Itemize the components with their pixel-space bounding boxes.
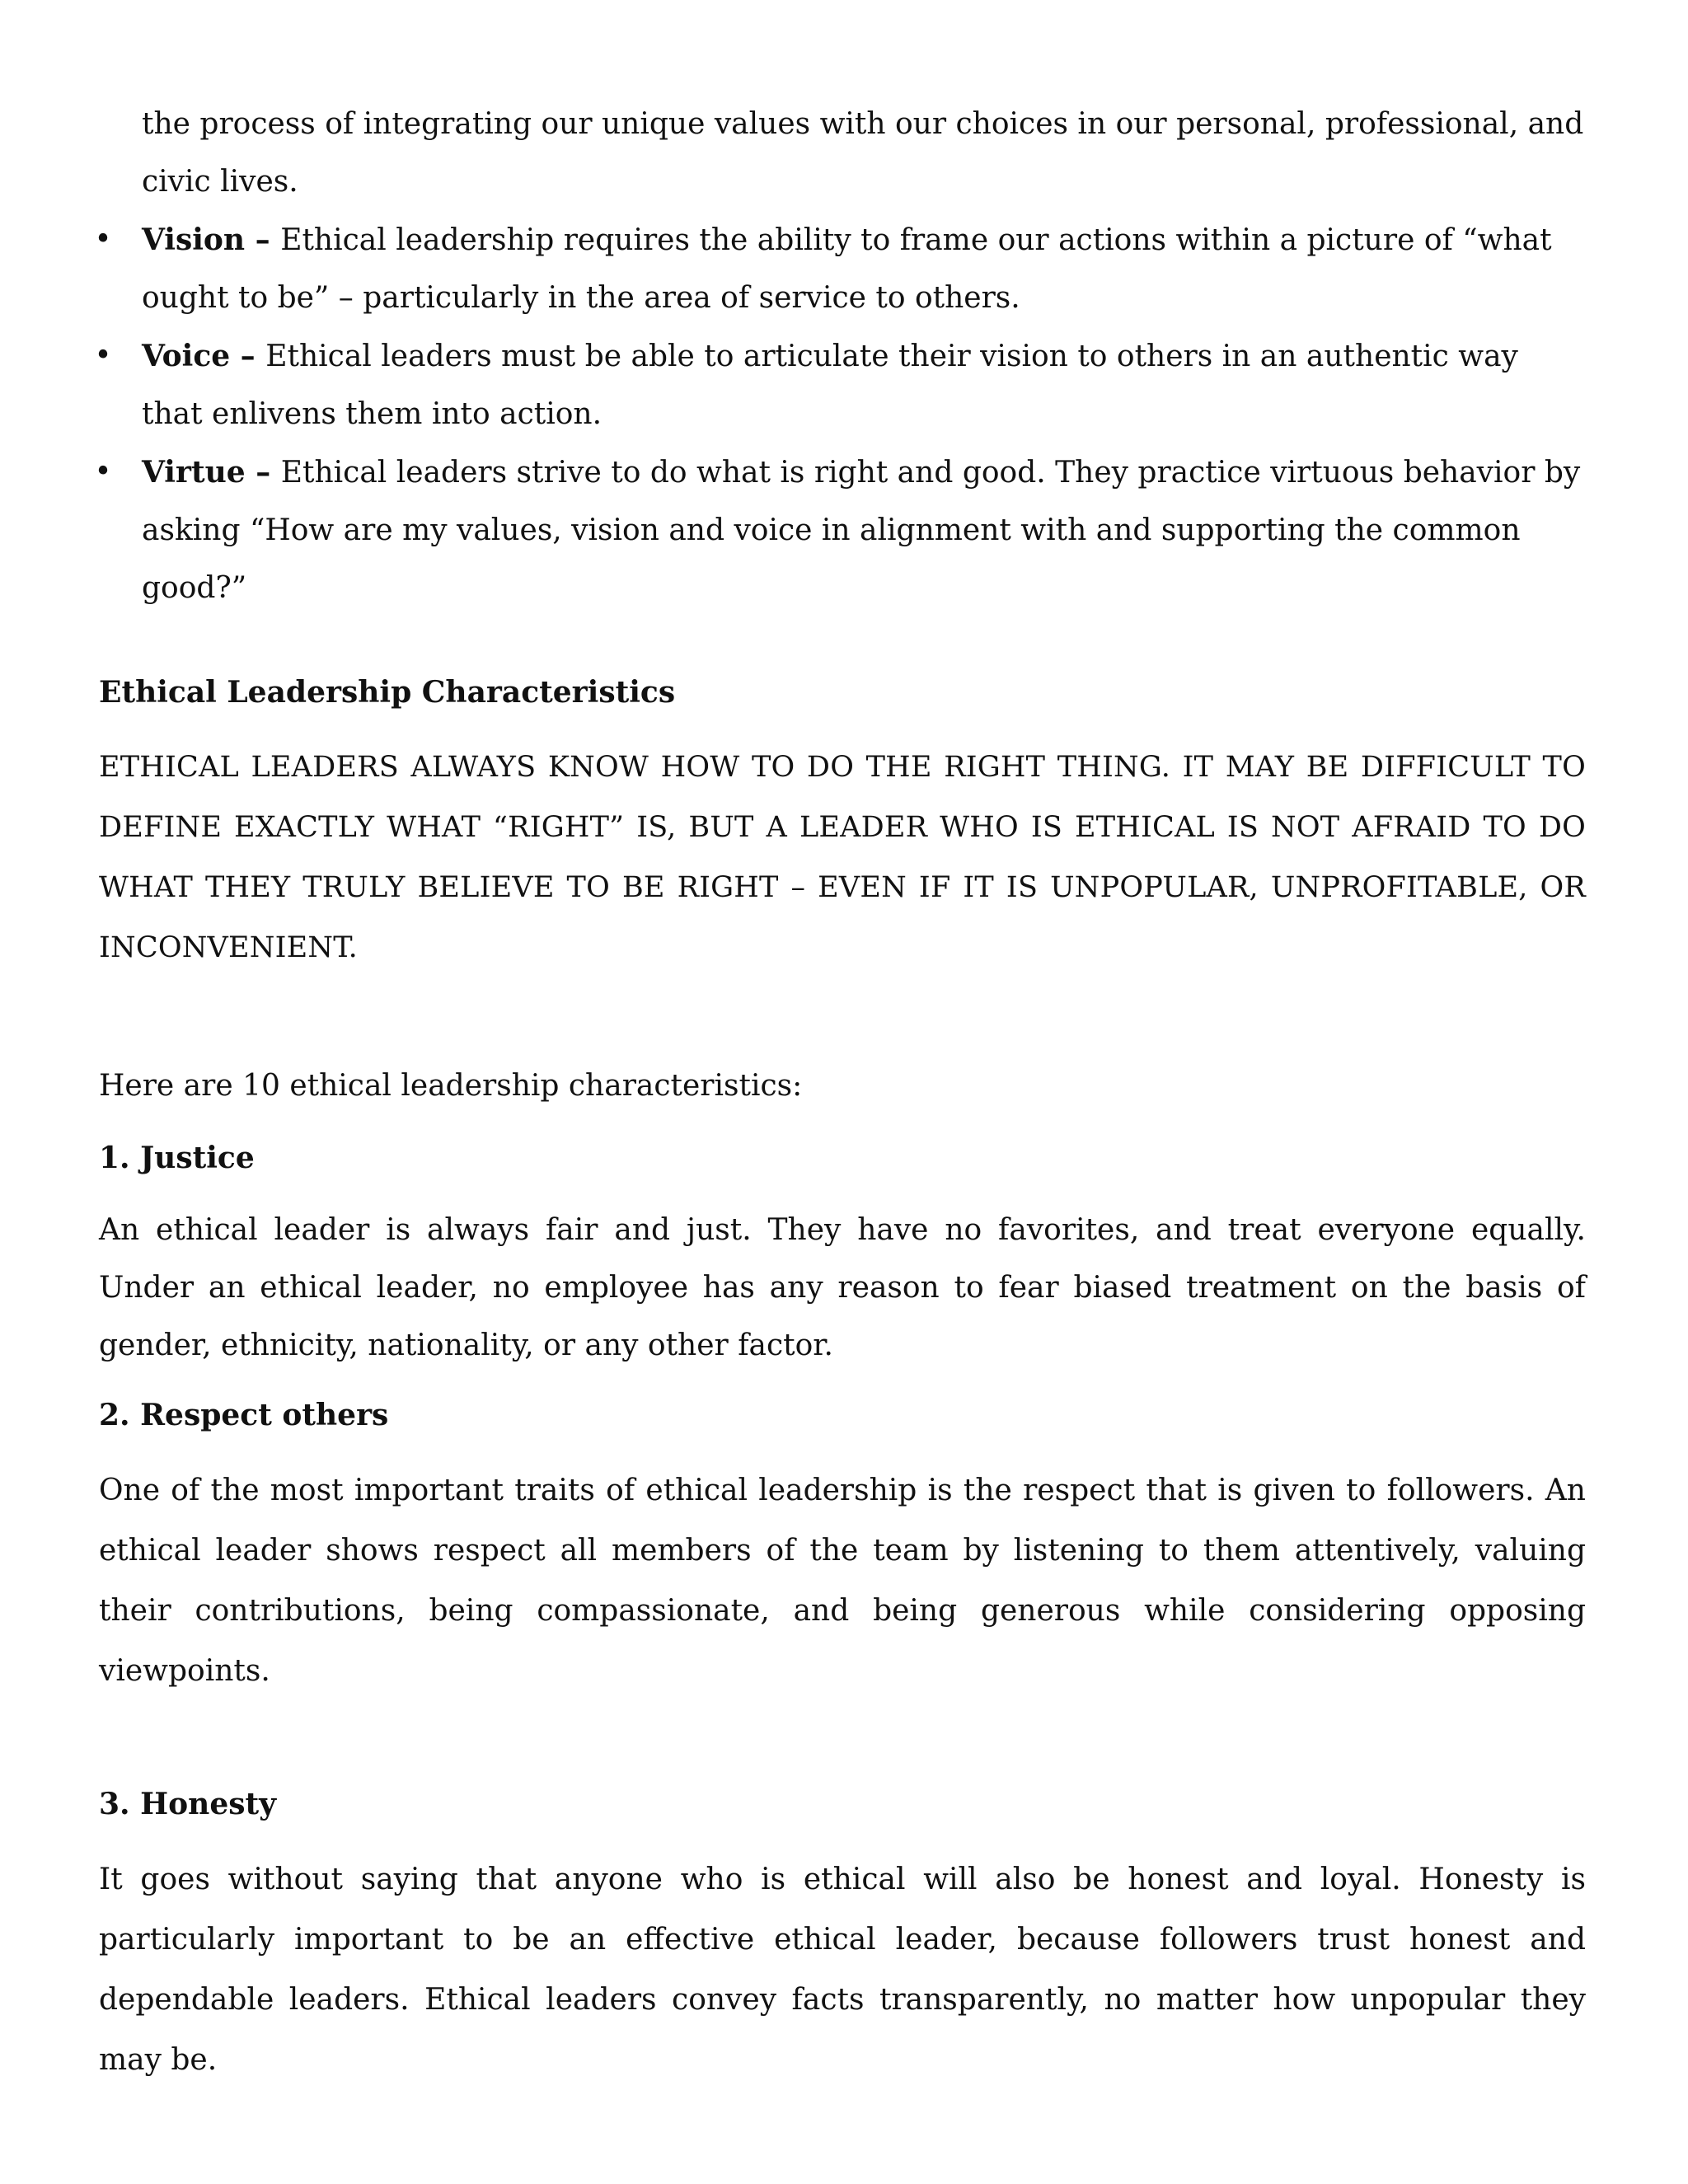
document-page bbox=[94, 96, 1586, 2090]
bullet-item-virtue bbox=[94, 443, 1586, 617]
bullet-separator: – bbox=[245, 223, 281, 257]
intro-continuation: the process of integrating our unique values with our choices in our personal, professional, and civic lives. bbox=[142, 107, 1584, 199]
item-heading-honesty: 3. Honesty bbox=[99, 1787, 277, 1821]
bullet-term: Voice bbox=[142, 339, 231, 373]
bullet-icon: • bbox=[94, 223, 112, 256]
bullet-icon: • bbox=[94, 455, 112, 489]
list-intro: Here are 10 ethical leadership characteristics: bbox=[99, 1069, 803, 1103]
bullet-icon: • bbox=[94, 339, 112, 373]
bullet-text: Ethical leadership requires the ability to frame our actions within a picture of “what ought to be” – particularly in the area of service to others. bbox=[142, 223, 1552, 315]
bullet-term: Virtue bbox=[142, 455, 246, 490]
value-bullet-list bbox=[94, 211, 1586, 617]
item-heading-respect-others: 2. Respect others bbox=[99, 1398, 389, 1432]
item-body-respect-others: One of the most important traits of ethical leadership is the respect that is given to followers. An ethical leader shows respect all members of the team by listening to them attentively, valuing their contributions, being compassionate, and being generous while considering opposing viewpoints. bbox=[99, 1474, 1586, 1688]
section-title: Ethical Leadership Characteristics bbox=[99, 675, 676, 710]
bullet-term: Vision bbox=[142, 223, 246, 257]
bullet-text: Ethical leaders must be able to articulate their vision to others in an authentic way that enlivens them into action. bbox=[142, 340, 1518, 431]
bullet-separator: – bbox=[230, 339, 266, 373]
bullet-item-vision bbox=[94, 211, 1586, 327]
item-body-honesty: It goes without saying that anyone who is ethical will also be honest and loyal. Honesty is particularly important to be an effective ethical leader, because followers trust honest and dependable leaders. Ethical leaders convey facts transparently, no matter how unpopular they may be. bbox=[99, 1863, 1586, 2077]
bullet-separator: – bbox=[245, 455, 281, 490]
item-body-justice: An ethical leader is always fair and just. They have no favorites, and treat everyone equally. Under an ethical leader, no employee has any reason to fear biased treatment on the basis of gender, ethnicity, nationality, or any other factor. bbox=[99, 1213, 1586, 1362]
bullet-text: Ethical leaders strive to do what is right and good. They practice virtuous behavior by asking “How are my values, vision and voice in alignment with and supporting the common good?” bbox=[142, 456, 1581, 605]
bullet-item-voice bbox=[94, 327, 1586, 443]
section-intro: ETHICAL LEADERS ALWAYS KNOW HOW TO DO THE RIGHT THING. IT MAY BE DIFFICULT TO DEFINE EXACTLY WHAT “RIGHT” IS, BUT A LEADER WHO IS ETHICAL IS NOT AFRAID TO DO WHAT THEY TRULY BELIEVE TO BE RIGHT – EVEN IF IT IS UNPOPULAR, UNPROFITABLE, OR INCONVENIENT. bbox=[99, 751, 1586, 964]
item-heading-justice: 1. Justice bbox=[99, 1141, 255, 1175]
